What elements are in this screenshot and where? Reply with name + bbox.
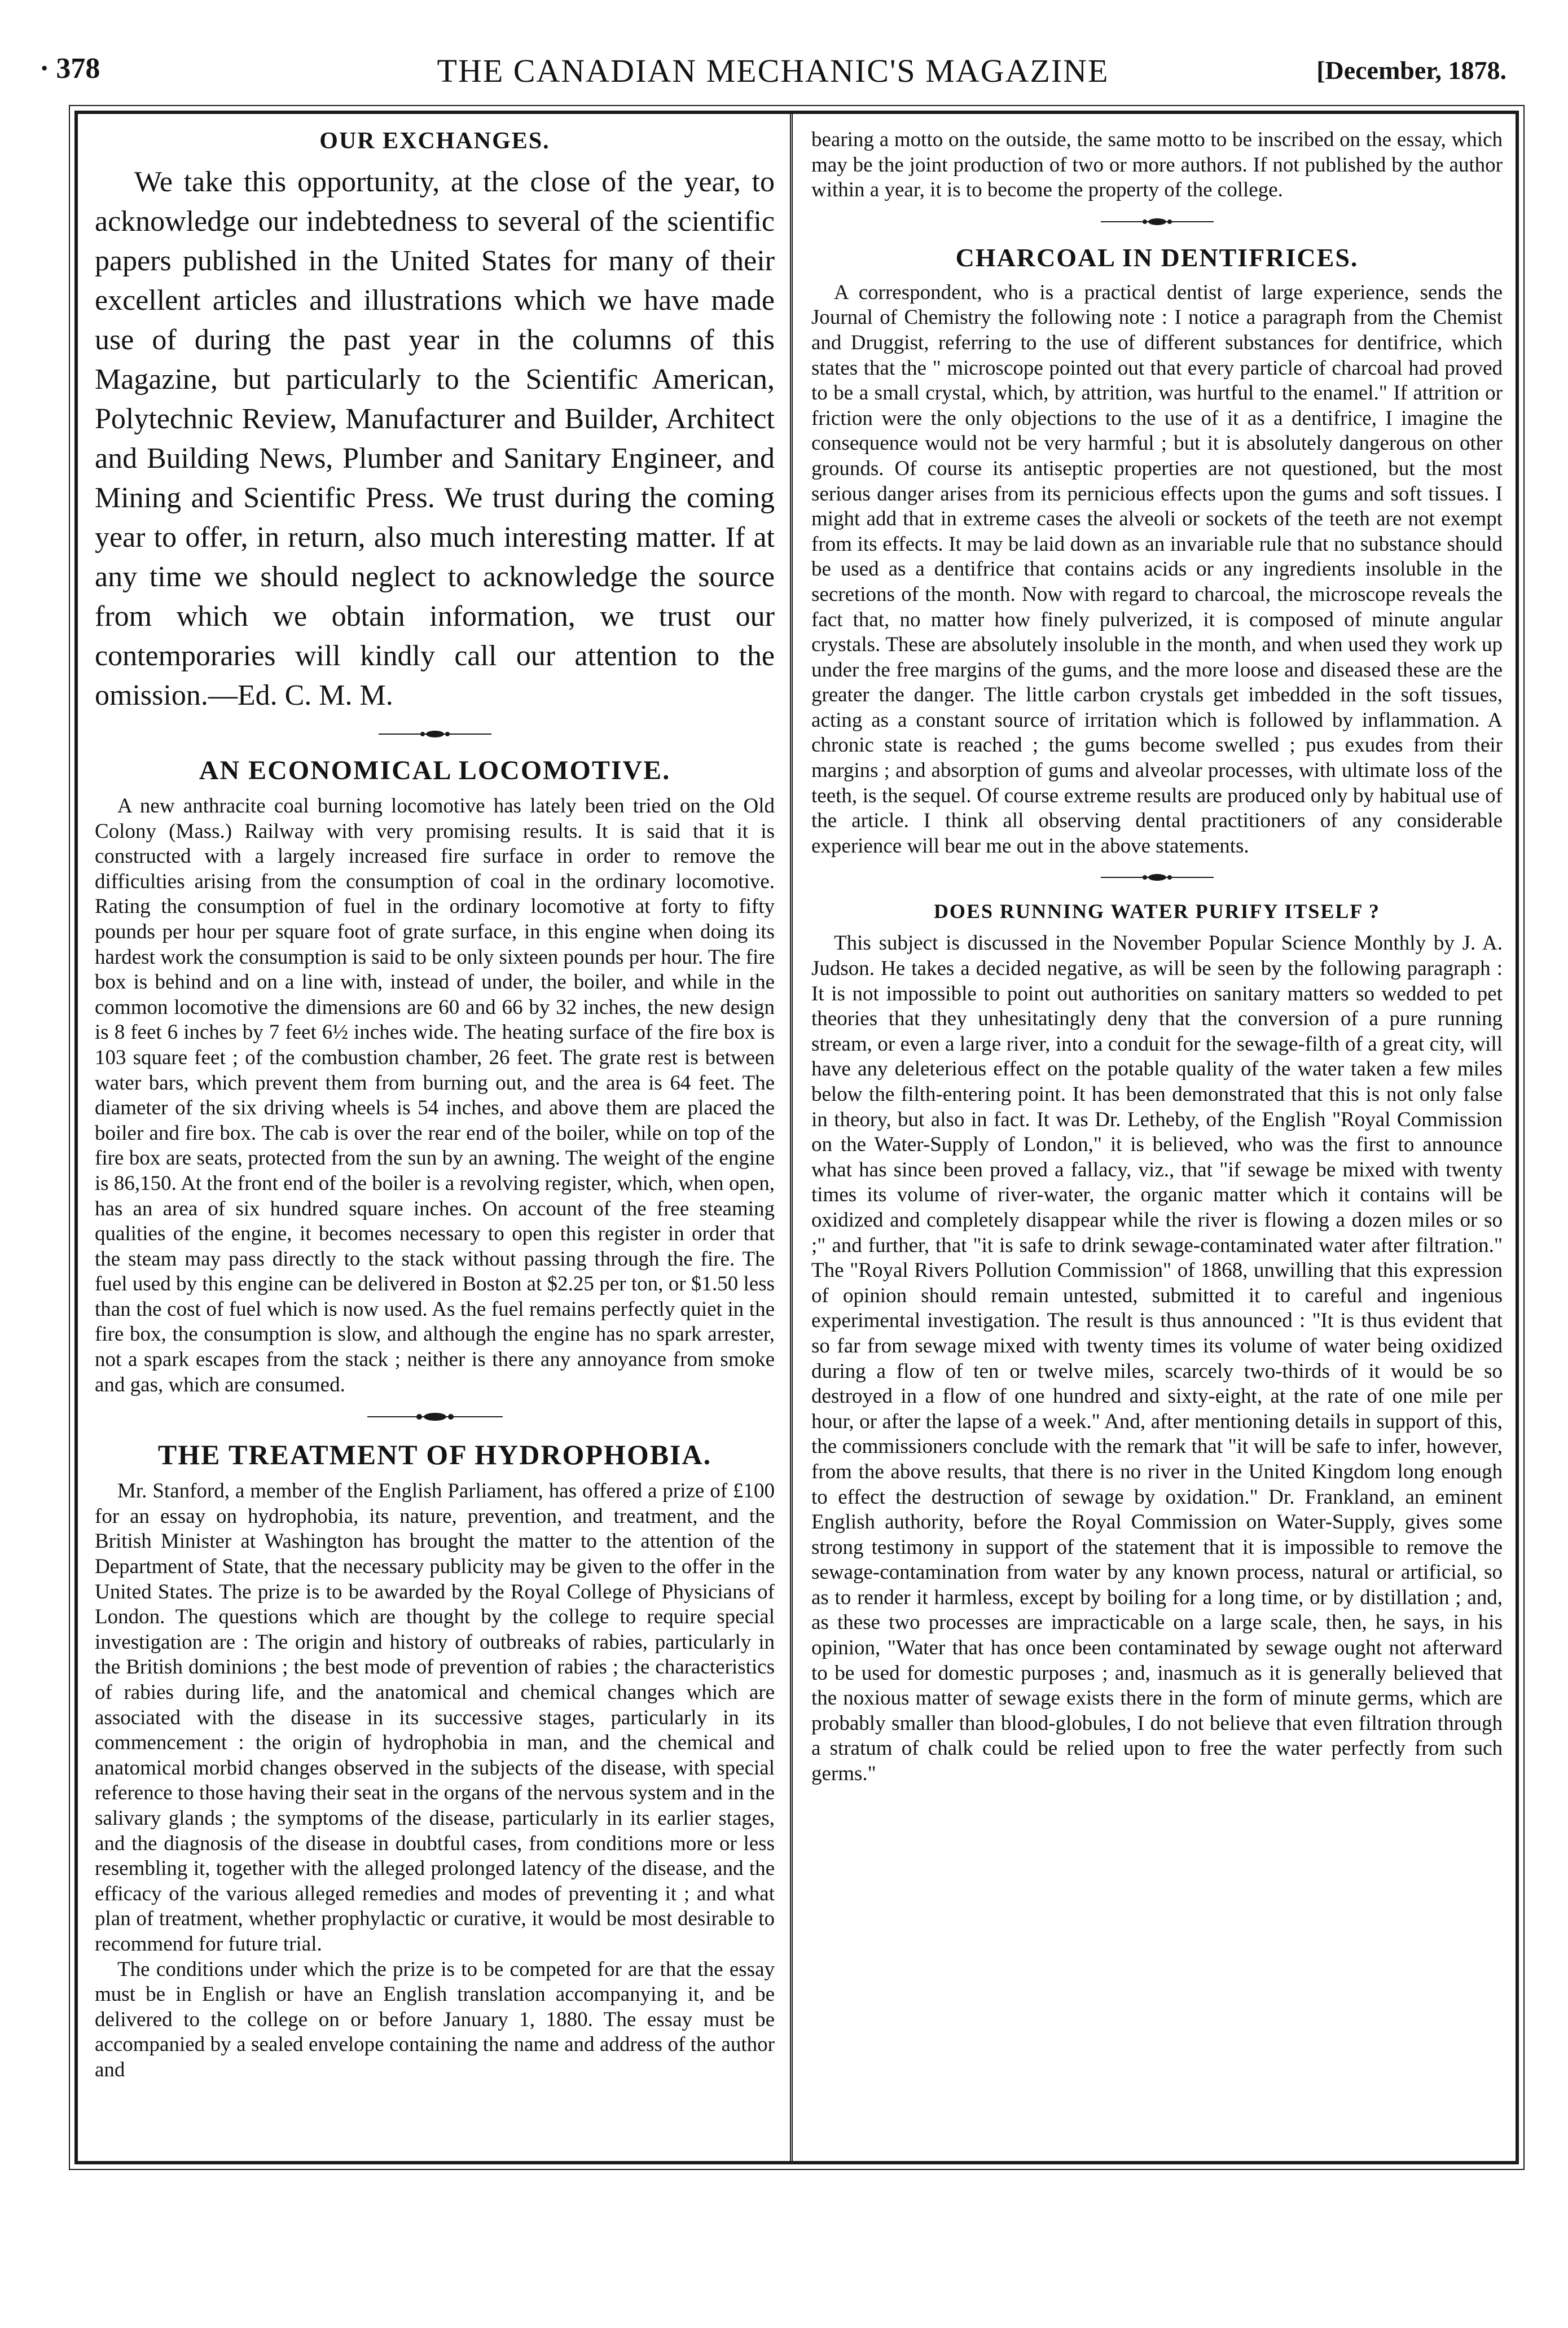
section-ornament xyxy=(1101,218,1214,226)
hydrophobia-body-2: The conditions under which the prize is to be competed for are that the essay must be in English or have an English translation accompanying it, and be delivered to the college on or before January 1, 1880. The essay must be accompanied by a sealed envelope containing the name and address of the author and xyxy=(95,1957,775,2081)
heading-treatment-of-hydrophobia: THE TREATMENT OF HYDROPHOBIA. xyxy=(157,1439,712,1471)
page-frame xyxy=(74,111,1519,2164)
journal-title: THE CANADIAN MECHANIC'S MAGAZINE xyxy=(437,52,1109,89)
heading-our-exchanges: OUR EXCHANGES. xyxy=(319,128,550,154)
section-ornament xyxy=(379,730,491,738)
issue-date: [December, 1878. xyxy=(1316,56,1506,85)
locomotive-body: A new anthracite coal burning locomotive has lately been tried on the Old Colony (Mass.) Railway with very promising results. It is said that it is constructed with a largely increased fire surface in order to remove the difficulties arising from the consumption of coal in the ordinary locomotive. Rating the consumption of fuel in the ordinary locomotive at forty to fifty pounds per hour per square foot of grate surface, in this engine when doing its hardest work the consumption is said to be only sixteen pounds per hour. The fire box is behind and on a line with, instead of under, the boiler, and while in the common locomotive the dimensions are 60 and 66 by 32 inches, the new design is 8 feet 6 inches by 7 feet 6½ inches wide. The heating surface of the fire box is 103 square feet ; of the combustion chamber, 26 feet. The grate rest is between water bars, which prevent them from burning out, and the area is 64 feet. The diameter of the six driving wheels is 54 inches, and above them are placed the boiler and fire box. The cab is over the rear end of the boiler, while on top of the fire box are seats, protected from the sun by an awning. The weight of the engine is 86,150. At the front end of the boiler is a revolving register, which, when open, has an area of six hundred square inches. On account of the free steaming qualities of the engine, it becomes necessary to open this register in order that the steam may pass directly to the stack without passing through the fire. The fuel used by this engine can be delivered in Boston at $2.25 per ton, or $1.50 less than the cost of fuel which is now used. As the fuel remains perfectly quiet in the fire box, the consumption is slow, and although the engine has no spark arrester, not a spark escapes from the stack ; neither is there any annoyance from smoke and gas, which are consumed. xyxy=(95,794,775,1396)
page-header xyxy=(39,52,1506,103)
exchanges-body: We take this opportunity, at the close of the year, to acknowledge our indebtedness to several of the scientific papers published in the United States for many of their excellent articles and illustrations which we have made use of during the past year in the columns of this Magazine, but particularly to the Scientific American, Polytechnic Review, Manufacturer and Builder, Architect and Building News, Plumber and Sanitary Engineer, and Mining and Scientific Press. We trust during the coming year to offer, in return, also much interesting matter. If at any time we should neglect to acknowledge the source from which we obtain information, we trust our contemporaries will kindly call our attention to the omission.—Ed. C. M. M. xyxy=(95,166,775,711)
column-rule xyxy=(790,114,793,2161)
running-water-body: This subject is discussed in the November Popular Science Monthly by J. A. Judson. He takes a decided negative, as will be seen by the following paragraph : It is not impossible to point out authorities on sanitary matters so wedded to pet theories that they unhesitatingly deny that the conversion of a pure running stream, or even a large river, into a conduit for the sewage-filth of a great city, will have any deleterious effect on the potable quality of the water taken a few miles below the filth-entering point. It has been demonstrated that this is not only false in theory, but also in fact. It was Dr. Letheby, of the English "Royal Commission on the Water-Supply of London," it is believed, who was the first to announce what has since been proved a fallacy, viz., that "if sewage be mixed with twenty times its volume of river-water, the organic matter which it contains will be oxidized and completely disappear while the river is flowing a dozen miles or so ;" and further, that "it is safe to drink sewage-contaminated water after filtration." The "Royal Rivers Pollution Commission" of 1868, unwilling that this expression of opinion should remain untested, submitted it to careful and ingenious experimental investigation. The result is thus announced : "It is thus evident that so far from sewage mixed with twenty times its volume of water being oxidized during a flow of ten or twelve miles, scarcely two-thirds of it would be so destroyed in a flow of one hundred and sixty-eight, at the rate of one mile per hour, or after the lapse of a week." And, after mentioning details in support of this, the commissioners conclude with the remark that "it will be safe to infer, however, from the above results, that there is no river in the United Kingdom long enough to effect the destruction of sewage by oxidation." Dr. Frankland, an eminent English authority, before the Royal Commission on Water-Supply, gives some strong testimony in support of the statement that it is impossible to remove the sewage-contamination from water by any known process, natural or artificial, so as to render it harmless, except by boiling for a long time, or by distillation ; and, as these two processes are impracticable on a large scale, then, he says, in his opinion, "Water that has once been contaminated by sewage ought not afterward to be used for domestic purposes ; and, inasmuch as it is generally believed that the noxious matter of sewage exists there in the form of minute germs, which are probably smaller than blood-globules, I do not believe that even filtration through a stratum of chalk could be relied upon to free the water perfectly from such germs." xyxy=(811,932,1503,1786)
right-column xyxy=(811,128,1503,2150)
heading-economical-locomotive: AN ECONOMICAL LOCOMOTIVE. xyxy=(199,755,671,785)
heading-running-water: DOES RUNNING WATER PURIFY ITSELF ? xyxy=(933,900,1381,923)
section-ornament xyxy=(367,1412,503,1421)
hydrophobia-continuation: bearing a motto on the outside, the same motto to be inscribed on the essay, which may be the joint production of two or more authors. If not published by the author within a year, it is to become the property of the college. xyxy=(811,128,1503,202)
page-number: · 378 xyxy=(39,52,100,85)
heading-charcoal-in-dentifrices: CHARCOAL IN DENTIFRICES. xyxy=(955,243,1359,272)
left-column xyxy=(95,128,775,2150)
hydrophobia-body-1: Mr. Stanford, a member of the English Parliament, has offered a prize of £100 for an essay on hydrophobia, its nature, prevention, and treatment, and the British Minister at Washington has brought the matter to the attention of the Department of State, that the necessary publicity may be given to the offer in the United States. The prize is to be awarded by the Royal College of Physicians of London. The questions which are thought by the college to require special investigation are : The origin and history of outbreaks of rabies, particularly in the British dominions ; the best mode of prevention of rabies ; the characteristics of rabies during life, and the anatomical and chemical changes which are associated with the disease in its successive stages, particularly in its commencement : the origin of hydrophobia in man, and the chemical and anatomical morbid changes observed in the subjects of the disease, with special reference to those having their seat in the organs of the nervous system and in the salivary glands ; the symptoms of the disease, particularly in its earlier stages, and the diagnosis of the disease in doubtful cases, from conditions more or less resembling it, together with the alleged prolonged latency of the disease, and the efficacy of the various alleged remedies and modes of preventing it ; and what plan of treatment, whether prophylactic or curative, it would be most desirable to recommend for future trial. xyxy=(95,1479,775,1956)
section-ornament xyxy=(1101,873,1214,881)
charcoal-body: A correspondent, who is a practical dentist of large experience, sends the Journal of Chemistry the following note : I notice a paragraph from the Chemist and Druggist, referring to the use of different substances for dentifrice, which states that the " microscope pointed out that every particle of charcoal had proved to be a small crystal, which, by attrition, was hurtful to the enamel." If attrition or friction were the only objections to the use of it as a dentifrice, I imagine the consequence would not be very harmful ; but it is absolutely dangerous on other grounds. Of course its antiseptic properties are not questioned, but the most serious danger arises from its pernicious effects upon the gums and soft tissues. I might add that in extreme cases the alveoli or sockets of the teeth are not exempt from its effects. It may be laid down as an invariable rule that no substance should be used as a dentifrice that contains acids or any ingredients insoluble in the secretions of the month. Now with regard to charcoal, the microscope reveals the fact that, no matter how finely pulverized, it is composed of minute angular crystals. These are absolutely insoluble in the month, and when used they work up under the free margins of the gums, and the more loose and diseased these are the greater the danger. The little carbon crystals get imbedded in the soft tissues, acting as a constant source of irritation which is followed by inflammation. A chronic state is reached ; the gums become swelled ; pus exudes from their margins ; and absorption of gums and alveolar processes, with ultimate loss of the teeth, is the sequel. Of course extreme results are produced only by habitual use of the article. I think all observing dental practitioners of any considerable experience will bear me out in the above statements. xyxy=(811,280,1503,858)
